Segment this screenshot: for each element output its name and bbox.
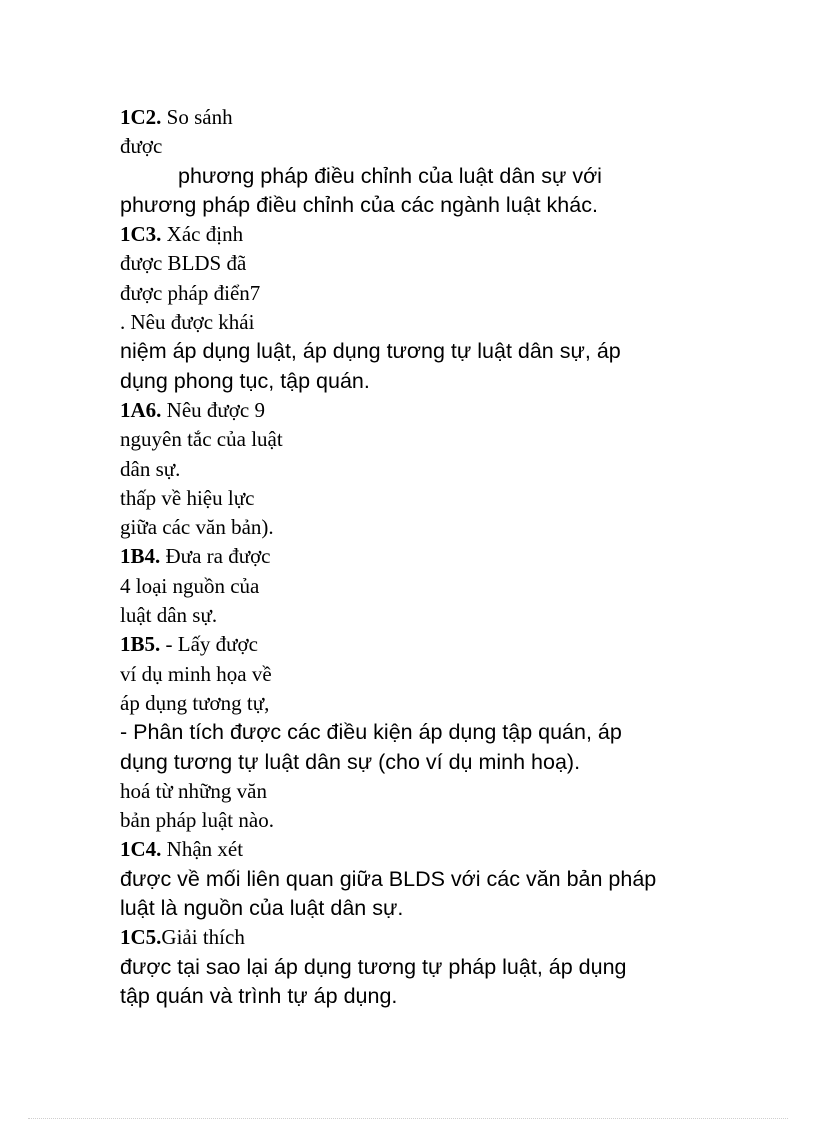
line-text: dân sự.: [120, 456, 181, 481]
text-line: [120, 660, 780, 689]
line-text: 4 loại nguồn của: [120, 573, 260, 598]
text-line: [120, 923, 780, 952]
line-text: luật là nguồn của luật dân sự.: [120, 896, 404, 921]
text-line: [120, 425, 780, 454]
line-text: Giải thích: [161, 925, 245, 950]
line-text: - Phân tích được các điều kiện áp dụng tập quán, áp: [120, 720, 622, 745]
page-bottom-divider: [28, 1118, 788, 1119]
objective-code: 1C3.: [120, 222, 162, 247]
line-text: được về mối liên quan giữa BLDS với các văn bản pháp: [120, 866, 657, 891]
text-line: [120, 748, 780, 777]
text-line: [120, 572, 780, 601]
line-text: hoá từ những văn: [120, 778, 267, 803]
line-text: giữa các văn bản).: [120, 515, 274, 540]
line-text: dụng phong tục, tập quán.: [120, 368, 370, 393]
line-text: luật dân sự.: [120, 603, 218, 628]
line-text: áp dụng tương tự,: [120, 690, 270, 715]
text-line: [120, 953, 780, 982]
text-line: [120, 542, 780, 571]
line-text: Xác định: [161, 222, 244, 247]
text-line: [120, 279, 780, 308]
line-text: được pháp điển7: [120, 280, 261, 305]
objective-code: 1C5.: [120, 925, 162, 950]
text-line: [120, 835, 780, 864]
objective-code: 1A6.: [120, 397, 162, 422]
text-line: [120, 455, 780, 484]
line-text: thấp về hiệu lực: [120, 485, 255, 510]
line-text: - Lấy được: [160, 632, 258, 657]
text-line: [120, 484, 780, 513]
objective-code: 1C2.: [120, 105, 162, 129]
line-text: phương pháp điều chỉnh của luật dân sự với: [178, 163, 602, 188]
line-text: Nêu được 9: [161, 397, 265, 422]
line-text: . Nêu được khái: [120, 310, 255, 335]
text-line: [120, 777, 780, 806]
line-text: tập quán và trình tự áp dụng.: [120, 983, 398, 1008]
objective-code: 1B4.: [120, 544, 161, 569]
text-line: [120, 982, 780, 1011]
text-line: [120, 894, 780, 923]
text-line: [120, 220, 780, 249]
text-line: [120, 865, 780, 894]
line-text: bản pháp luật nào.: [120, 808, 274, 833]
line-text: So sánh: [161, 105, 233, 129]
line-text: nguyên tắc của luật: [120, 427, 283, 452]
text-line: [120, 806, 780, 835]
objective-code: 1C4.: [120, 837, 162, 862]
text-line: [120, 718, 780, 747]
objective-code: 1B5.: [120, 632, 161, 657]
text-line: [120, 191, 780, 220]
text-line: [120, 513, 780, 542]
text-line: [120, 337, 780, 366]
text-line: [120, 249, 780, 278]
line-text: được BLDS đã: [120, 251, 247, 276]
line-text: Đưa ra được: [160, 544, 271, 569]
document-body: [120, 103, 780, 1011]
line-text: niệm áp dụng luật, áp dụng tương tự luật dân sự, áp: [120, 339, 621, 364]
line-text: dụng tương tự luật dân sự (cho ví dụ minh hoạ).: [120, 749, 581, 774]
text-line: [120, 103, 780, 132]
text-line: [120, 367, 780, 396]
text-line: [120, 308, 780, 337]
line-text: ví dụ minh họa về: [120, 661, 272, 686]
line-text: được: [120, 134, 163, 159]
line-text: Nhận xét: [161, 837, 244, 862]
text-line: [120, 689, 780, 718]
text-line: [120, 601, 780, 630]
text-line: [120, 132, 780, 161]
text-line: [120, 396, 780, 425]
text-line: [120, 630, 780, 659]
line-text: phương pháp điều chỉnh của các ngành luật khác.: [120, 192, 598, 217]
line-text: được tại sao lại áp dụng tương tự pháp luật, áp dụng: [120, 954, 627, 979]
text-line: [120, 162, 780, 191]
